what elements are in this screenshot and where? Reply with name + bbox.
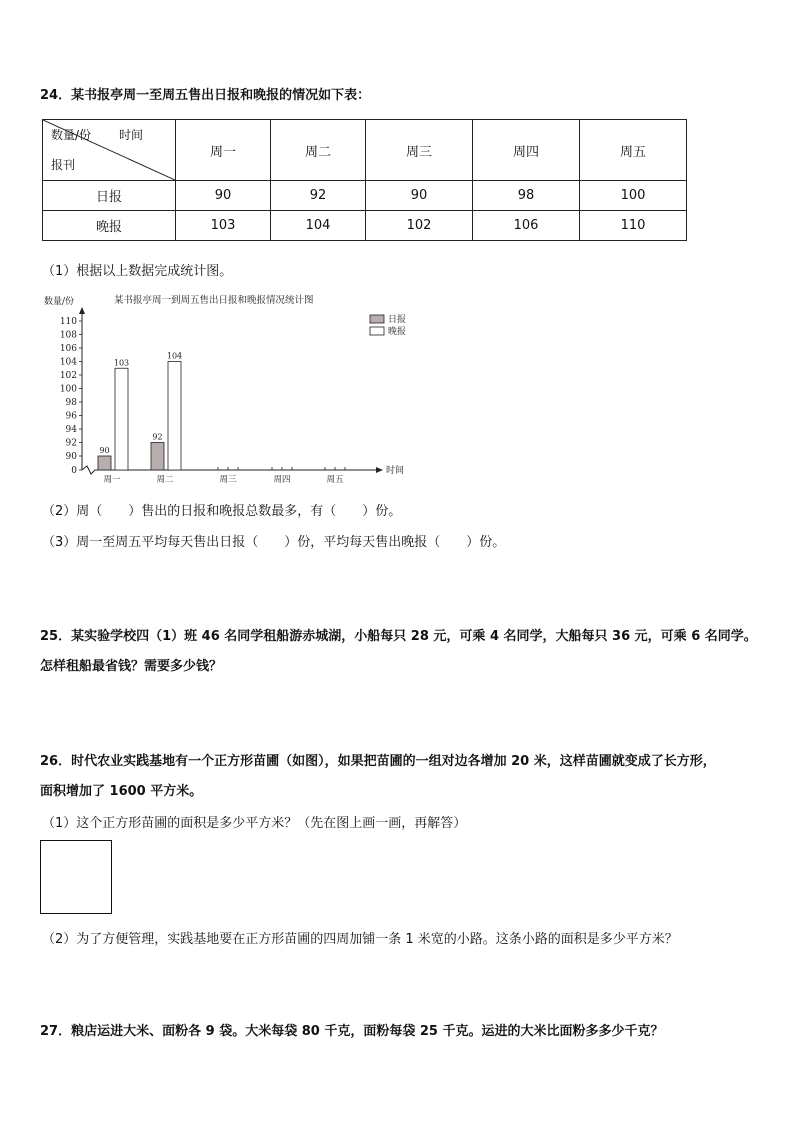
y-tick-label: 100 (59, 384, 77, 395)
x-tick-label: 周一 (103, 475, 121, 485)
y-tick-label: 98 (65, 398, 77, 408)
legend-label: 晚报 (388, 327, 407, 337)
table-cell: 102 (366, 211, 473, 241)
day-header: 周四 (473, 120, 580, 181)
question-27-line1: 27．粮店运进大米、面粉各 9 袋。大米每袋 80 千克，面粉每袋 25 千克。运进的大米比面粉多多少千克？ (40, 1024, 664, 1039)
question-25-line1: 25．某实验学校四（1）班 46 名同学租船游赤城湖，小船每只 28 元，可乘 4 名同学，大船每只 36 元，可乘 6 名同学。 (40, 629, 757, 644)
x-axis-label: 时间 (386, 466, 405, 476)
question-24-part2: （2）周（ ）售出的日报和晚报总数最多，有（ ）份。 (42, 504, 402, 519)
data-label: 103 (113, 358, 130, 368)
y-tick-label: 104 (59, 357, 77, 368)
y-tick-label: 108 (59, 330, 77, 341)
row-label: 日报 (43, 181, 176, 211)
bar-daily (98, 456, 111, 470)
header-time: 时间 (119, 128, 144, 142)
x-tick-label: 周五 (326, 475, 344, 485)
x-tick-label: 周四 (273, 475, 291, 485)
y-tick-label: 102 (59, 371, 77, 381)
table-cell: 90 (366, 181, 473, 211)
table-cell: 98 (473, 181, 580, 211)
sales-table (42, 119, 687, 241)
question-26-line1: 26．时代农业实践基地有一个正方形苗圃（如图），如果把苗圃的一组对边各增加 20 米，这样苗圃就变成了长方形， (40, 754, 716, 769)
table-cell: 104 (271, 211, 366, 241)
table-cell: 90 (176, 181, 271, 211)
table-header-corner (43, 120, 176, 181)
y-tick-label: 92 (65, 438, 77, 449)
bar-evening (115, 368, 128, 470)
question-26-part1: （1）这个正方形苗圃的面积是多少平方米？（先在图上画一画，再解答） (42, 816, 467, 831)
x-tick-label: 周三 (219, 475, 237, 485)
table-cell: 92 (271, 181, 366, 211)
legend-swatch (370, 315, 384, 323)
y-tick-label: 90 (65, 452, 77, 462)
legend-label: 日报 (388, 315, 407, 325)
y-axis-label: 数量/份 (44, 297, 75, 307)
day-header: 周五 (580, 120, 687, 181)
day-header: 周二 (271, 120, 366, 181)
table-cell: 103 (176, 211, 271, 241)
x-axis-arrow (376, 467, 383, 473)
question-26-part2: （2）为了方便管理，实践基地要在正方形苗圃的四周加铺一条 1 米宽的小路。这条小路的面积是多少平方米？ (42, 932, 678, 947)
row-label: 晚报 (43, 211, 176, 241)
chart-title: 某书报亭周一到周五售出日报和晚报情况统计图 (114, 295, 314, 306)
bar-daily (151, 443, 164, 471)
question-24-title: 24．某书报亭周一至周五售出日报和晚报的情况如下表： (40, 88, 371, 103)
y-tick-label: 110 (59, 317, 77, 327)
legend-swatch (370, 327, 384, 335)
question-26-line2: 面积增加了 1600 平方米。 (40, 784, 203, 799)
day-header: 周一 (176, 120, 271, 181)
day-header: 周三 (366, 120, 473, 181)
question-24-part1: （1）根据以上数据完成统计图。 (42, 264, 233, 279)
bar-chart (40, 290, 420, 490)
table-cell: 100 (580, 181, 687, 211)
header-qty: 数量/份 (51, 128, 92, 142)
table-cell: 106 (473, 211, 580, 241)
data-label: 92 (152, 432, 163, 442)
y-tick-label: 0 (71, 466, 77, 476)
x-tick-label: 周二 (156, 475, 174, 485)
table-cell: 110 (580, 211, 687, 241)
square-nursery-figure (40, 840, 112, 914)
question-24-part3: （3）周一至周五平均每天售出日报（ ）份，平均每天售出晚报（ ）份。 (42, 535, 506, 550)
question-25-line2: 怎样租船最省钱？需要多少钱？ (40, 659, 223, 674)
y-tick-label: 106 (59, 344, 77, 354)
y-axis-arrow (79, 307, 85, 314)
y-tick-label: 96 (65, 411, 77, 422)
y-tick-label: 94 (65, 425, 77, 435)
header-paper: 报刊 (51, 158, 76, 172)
data-label: 104 (166, 351, 183, 361)
data-label: 90 (99, 446, 110, 455)
bar-evening (168, 362, 181, 471)
